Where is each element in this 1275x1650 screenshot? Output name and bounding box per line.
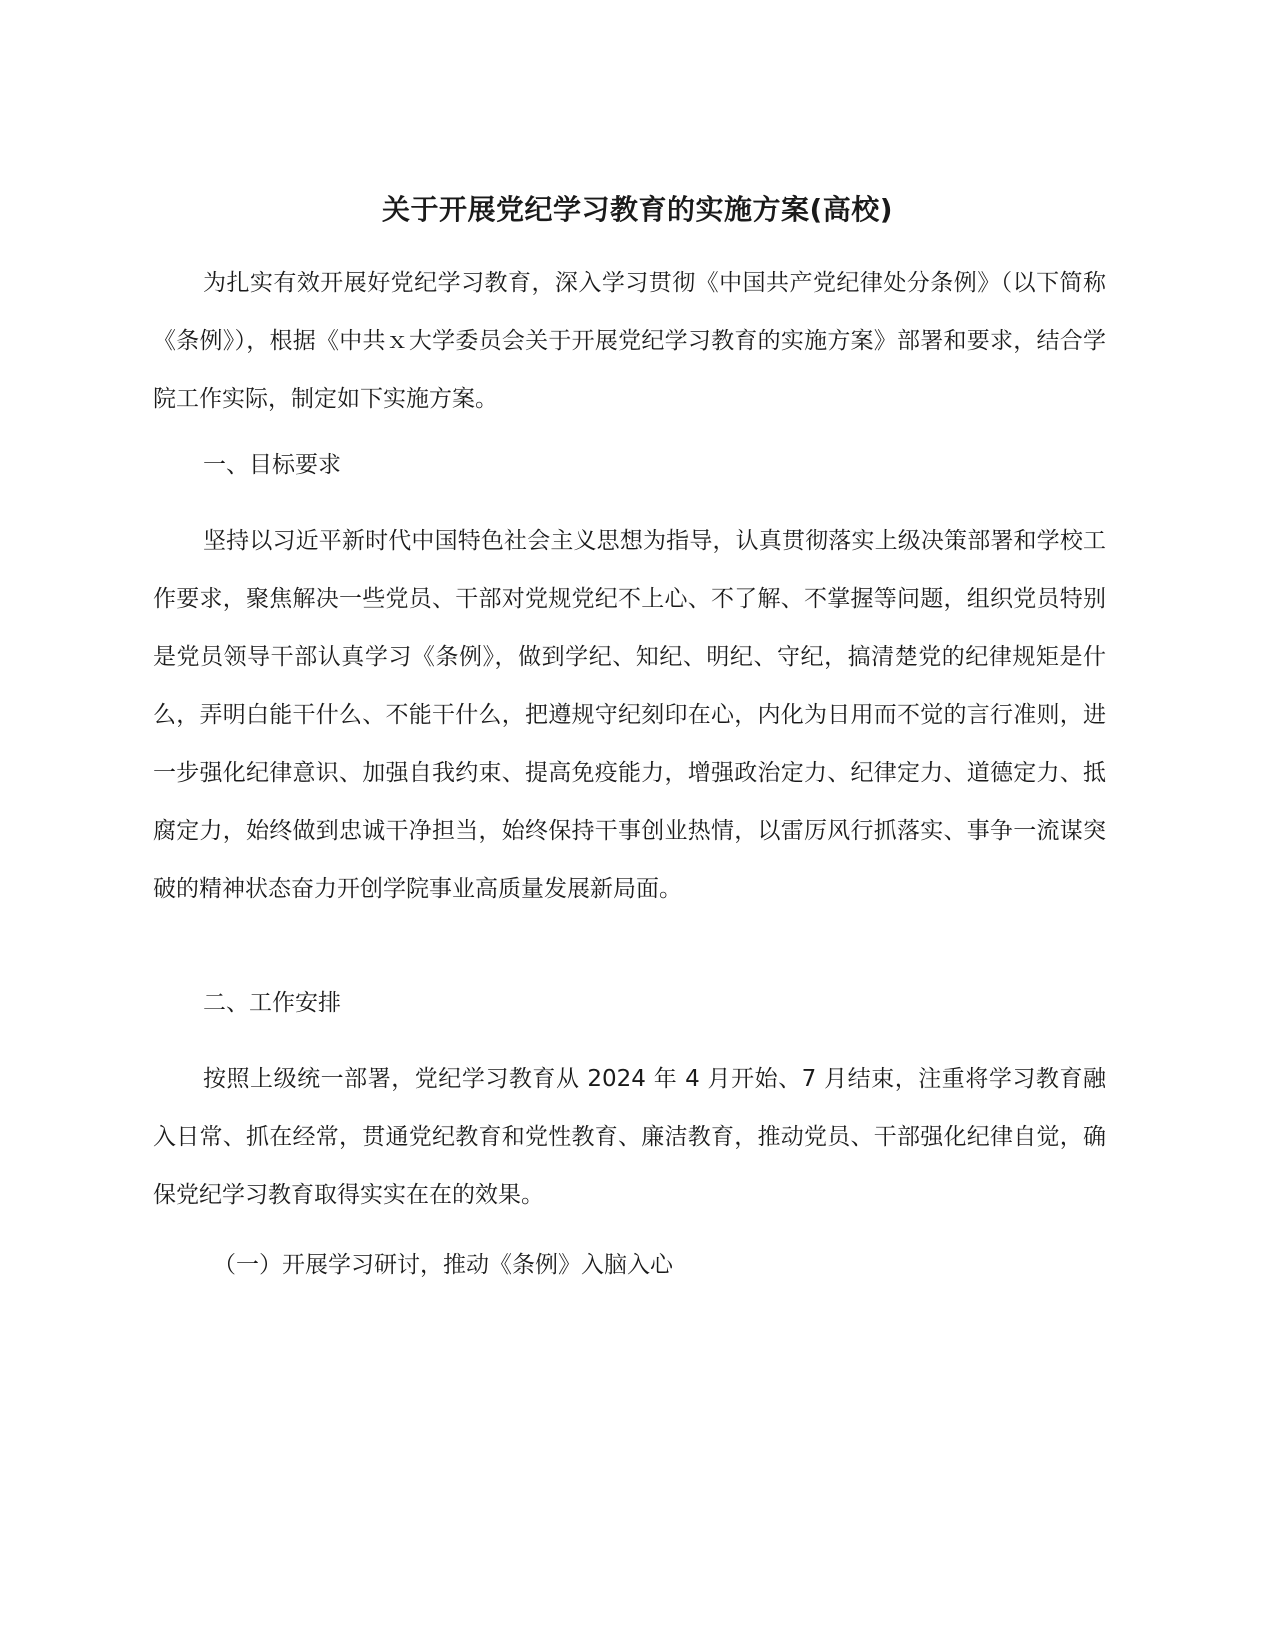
goals-paragraph: 坚持以习近平新时代中国特色社会主义思想为指导，认真贯彻落实上级决策部署和学校工作要求，聚焦解决一些党员、干部对党规党纪不上心、不了解、不掌握等问题，组织党员特别是党员领导干部认真学习《条例》，做到学纪、知纪、明纪、守纪，搞清楚党的纪律规矩是什么，弄明白能干什么、不能干什么，把遵规守纪刻印在心，内化为日用而不觉的言行准则，进一步强化纪律意识、加强自我约束、提高免疫能力，增强政治定力、纪律定力、道德定力、抵腐定力，始终做到忠诚干净担当，始终保持干事创业热情，以雷厉风行抓落实、事争一流谋突破的精神状态奋力开创学院事业高质量发展新局面。: [153, 528, 1106, 902]
section-heading-arrangement: 二、工作安排: [203, 990, 341, 1016]
arrangement-paragraph: 按照上级统一部署，党纪学习教育从 2024 年 4 月开始、7 月结束，注重将学习教育融入日常、抓在经常，贯通党纪教育和党性教育、廉洁教育，推动党员、干部强化纪律自觉，确保党纪学习教育取得实实在在的效果。: [153, 1066, 1106, 1208]
intro-paragraph: 为扎实有效开展好党纪学习教育，深入学习贯彻《中国共产党纪律处分条例》（以下简称《条例》），根据《中共ｘ大学委员会关于开展党纪学习教育的实施方案》部署和要求，结合学院工作实际，制定如下实施方案。: [153, 270, 1106, 412]
document-title: 关于开展党纪学习教育的实施方案(高校): [381, 193, 894, 226]
section-heading-goals: 一、目标要求: [203, 452, 341, 478]
subsection-heading-study: （一）开展学习研讨，推动《条例》入脑入心: [213, 1252, 673, 1278]
